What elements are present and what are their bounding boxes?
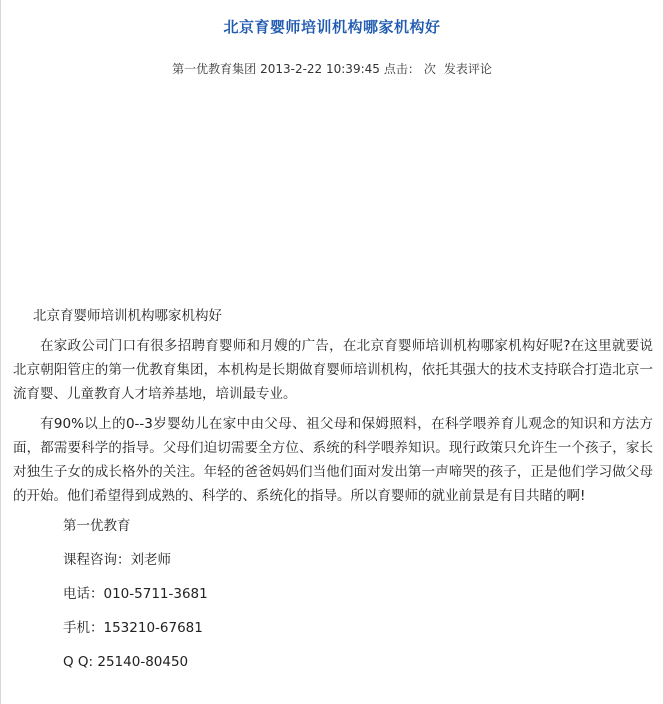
article-body <box>7 304 655 684</box>
meta-hits-label: 点击： <box>383 62 420 76</box>
article-subtitle: 北京育婴师培训机构哪家机构好 <box>33 308 222 324</box>
meta-source: 第一优教育集团 <box>172 62 257 76</box>
article-meta <box>1 60 663 77</box>
contact-block <box>7 514 655 684</box>
contact-course: 课程咨询：刘老师 <box>63 552 171 568</box>
meta-datetime: 2013-2-22 10:39:45 <box>260 62 380 76</box>
contact-phone: 电话：010-5711-3681 <box>63 586 208 602</box>
contact-org: 第一优教育 <box>63 518 131 534</box>
meta-hits-unit: 次 <box>423 62 436 76</box>
contact-mobile: 手机：153210-67681 <box>63 620 203 636</box>
article-title: 北京育婴师培训机构哪家机构好 <box>223 18 441 36</box>
comment-link[interactable]: 发表评论 <box>443 62 492 76</box>
contact-qq: Q Q: 25140-80450 <box>63 654 189 670</box>
paragraph-prospects: 有90%以上的0--3岁婴幼儿在家中由父母、祖父母和保姆照料，在科学喂养育儿观念的知识和方法方面，都需要科学的指导。父母们迫切需要全方位、系统的科学喂养知识。现行政策只允许生一个孩子，家长对独生子女的成长格外的关注。年轻的爸爸妈妈们当他们面对发出第一声啼哭的孩子，正是他们学习做父母的开始。他们希望得到成熟的、科学的、系统化的指导。所以育婴师的就业前景是有目共睹的啊! <box>13 416 653 504</box>
paragraph-intro: 在家政公司门口有很多招聘育婴师和月嫂的广告，在北京育婴师培训机构哪家机构好呢?在这里就要说北京朝阳管庄的第一优教育集团，本机构是长期做育婴师培训机构，依托其强大的技术支持联合打造北京一流育婴、儿童教育人才培养基地，培训最专业。 <box>13 338 653 402</box>
